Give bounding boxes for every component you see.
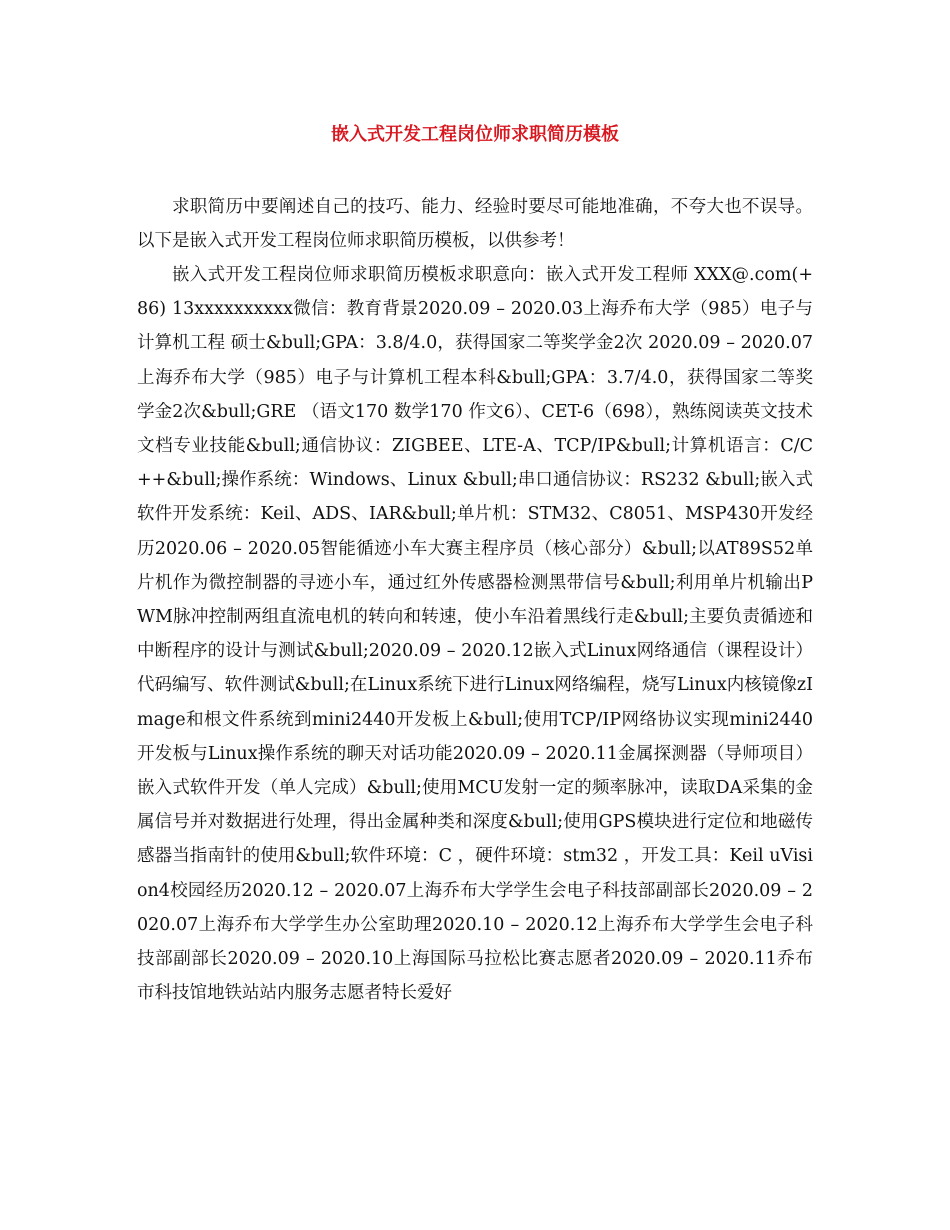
- resume-body-paragraph: 嵌入式开发工程岗位师求职简历模板求职意向：嵌入式开发工程师 XXX@.com(+86) 13xxxxxxxxxx微信：教育背景2020.09 – 2020.03上海乔布大学（985）电子与计算机工程 硕士&bull;GPA：3.8/4.0，获得国家二等奖学金2次 2020.09 – 2020.07上海乔布大学（985）电子与计算机工程本科&bull;GPA：3.7/4.0，获得国家二等奖学金2次&bull;GRE （语文170 数学170 作文6）、CET-6（698），熟练阅读英文技术文档专业技能&bull;通信协议：ZIGBEE、LTE-A、TCP/IP&bull;计算机语言：C/C++&bull;操作系统：Windows、Linux &bull;串口通信协议：RS232 &bull;嵌入式软件开发系统：Keil、ADS、IAR&bull;单片机：STM32、C8051、MSP430开发经历2020.06 – 2020.05智能循迹小车大赛主程序员（核心部分）&bull;以AT89S52单片机作为微控制器的寻迹小车，通过红外传感器检测黑带信号&bull;利用单片机输出PWM脉冲控制两组直流电机的转向和转速，使小车沿着黑线行走&bull;主要负责循迹和中断程序的设计与测试&bull;2020.09 – 2020.12嵌入式Linux网络通信（课程设计）代码编写、软件测试&bull;在Linux系统下进行Linux网络编程，烧写Linux内核镜像zImage和根文件系统到mini2440开发板上&bull;使用TCP/IP网络协议实现mini2440开发板与Linux操作系统的聊天对话功能2020.09 – 2020.11金属探测器（导师项目） 嵌入式软件开发（单人完成）&bull;使用MCU发射一定的频率脉冲，读取DA采集的金属信号并对数据进行处理，得出金属种类和深度&bull;使用GPS模块进行定位和地磁传感器当指南针的使用&bull;软件环境：C ，硬件环境：stm32 ，开发工具：Keil uVision4校园经历2020.12 – 2020.07上海乔布大学学生会电子科技部副部长2020.09 – 2020.07上海乔布大学学生办公室助理2020.10 – 2020.12上海乔布大学学生会电子科技部副部长2020.09 – 2020.10上海国际马拉松比赛志愿者2020.09 – 2020.11乔布市科技馆地铁站站内服务志愿者特长爱好: [137, 265, 813, 1004]
- document-title: 嵌入式开发工程岗位师求职简历模板: [331, 124, 619, 145]
- intro-paragraph: 求职简历中要阐述自己的技巧、能力、经验时要尽可能地准确，不夸大也不误导。以下是嵌入式开发工程岗位师求职简历模板，以供参考！: [137, 197, 813, 252]
